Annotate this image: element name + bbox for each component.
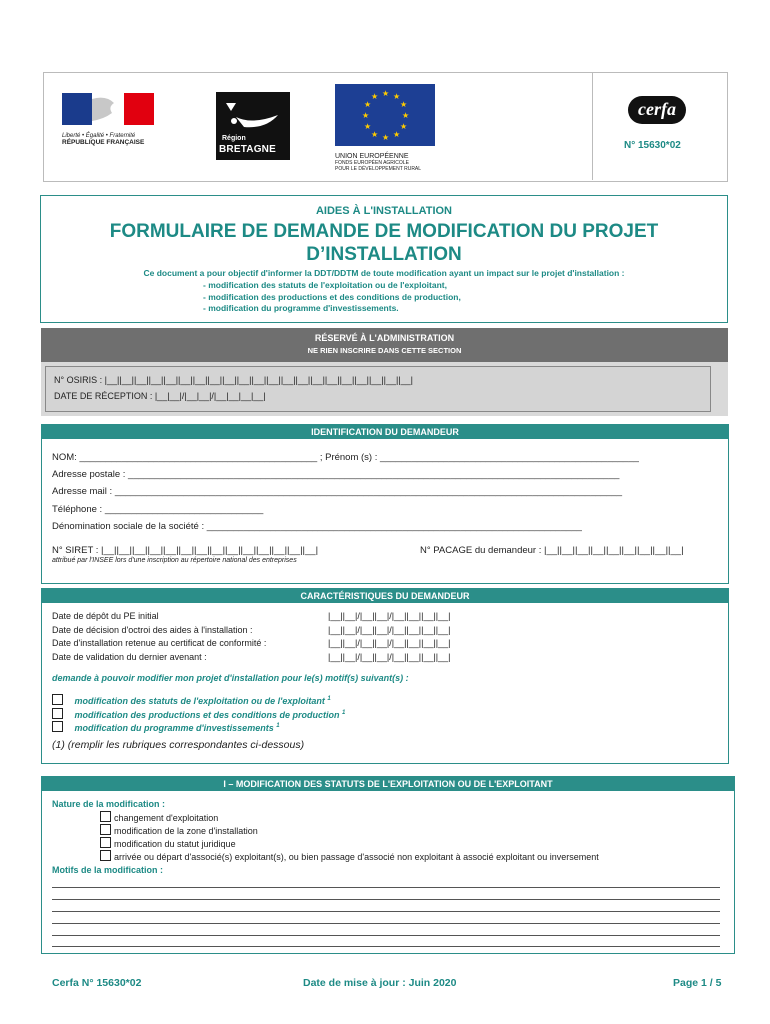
svg-text:★: ★ — [382, 133, 390, 142]
nature-option[interactable] — [100, 811, 599, 824]
adresse-postale-field[interactable]: Adresse postale : _____________________________________________________________________________________________ — [52, 469, 620, 480]
motifs-list — [52, 694, 345, 735]
region-bretagne-logo — [216, 92, 290, 160]
motif-line[interactable] — [52, 935, 720, 936]
date-row — [52, 624, 451, 638]
date-label: Date de décision d'octroi des aides à l'installation : — [52, 624, 253, 635]
motif-label: modification du programme d'investissements — [74, 723, 274, 733]
pacage-field[interactable]: N° PACAGE du demandeur : |__||__||__||__||__||__||__||__||__| — [420, 545, 684, 556]
admin-title: RÉSERVÉ À L'ADMINISTRATION — [314, 333, 455, 343]
checkbox[interactable] — [100, 850, 111, 861]
bretagne-symbol-icon — [222, 97, 284, 135]
nature-option-label: changement d'exploitation — [114, 813, 219, 823]
form-subtitle: AIDES À L'INSTALLATION — [315, 205, 453, 217]
svg-text:★: ★ — [371, 92, 379, 101]
nature-option[interactable] — [100, 837, 599, 850]
cerfa-number: N° 15630*02 — [624, 140, 681, 151]
nature-option[interactable] — [100, 824, 599, 837]
date-label: Date de validation du dernier avenant : — [52, 651, 207, 662]
checkbox[interactable] — [52, 721, 63, 732]
date-row — [52, 637, 451, 651]
motif-label: modification des productions et des conditions de production — [74, 709, 340, 720]
footer-cerfa: Cerfa N° 15630*02 — [52, 977, 142, 989]
motif-option[interactable] — [52, 721, 345, 735]
svg-text:★: ★ — [393, 92, 401, 101]
form-title-line1: FORMULAIRE DE DEMANDE DE MODIFICATION DU PROJET — [109, 221, 659, 242]
republique-name: RÉPUBLIQUE FRANÇAISE — [62, 139, 145, 146]
svg-text:★: ★ — [364, 100, 372, 109]
checkbox[interactable] — [100, 837, 111, 848]
nature-option-label: arrivée ou départ d'associé(s) exploitant(s), ou bien passage d'associé non exploitant à associé exploitant ou inversement — [114, 852, 599, 862]
date-label: Date d'installation retenue au certificat de conformité : — [52, 638, 267, 648]
svg-text:★: ★ — [400, 100, 408, 109]
svg-text:★: ★ — [382, 89, 390, 98]
motif-option[interactable] — [52, 694, 345, 708]
motif-line[interactable] — [52, 887, 720, 888]
cerfa-logo: cerfa — [628, 96, 686, 124]
bretagne-line2: BRETAGNE — [219, 144, 276, 155]
intro-bullet: - modification du programme d'investissements. — [203, 303, 399, 313]
intro-bullet: - modification des statuts de l'exploitation ou de l'exploitant, — [203, 280, 447, 290]
cerfa-divider — [592, 72, 593, 180]
intro-bullet: - modification des productions et des conditions de production, — [203, 291, 461, 302]
caracteristiques-title: CARACTÉRISTIQUES DU DEMANDEUR — [42, 589, 728, 603]
footer-page: Page 1 / 5 — [673, 977, 722, 989]
eu-flag-icon — [335, 84, 435, 146]
bretagne-line1: Région — [222, 135, 246, 142]
eu-line3: POUR LE DÉVELOPPEMENT RURAL — [335, 166, 422, 172]
date-value[interactable]: |__||__|/|__||__|/|__||__||__||__| — [328, 624, 451, 635]
identification-title: IDENTIFICATION DU DEMANDEUR — [42, 425, 728, 439]
eu-line2: FONDS EUROPÉEN AGRICOLE — [335, 160, 409, 166]
motif-line[interactable] — [52, 946, 720, 947]
republique-francaise-logo — [62, 93, 158, 153]
admin-subtitle: NE RIEN INSCRIRE DANS CETTE SECTION — [307, 346, 462, 355]
date-value[interactable]: |__||__|/|__||__|/|__||__||__||__| — [328, 638, 451, 648]
checkbox[interactable] — [100, 811, 111, 822]
checkbox[interactable] — [100, 824, 111, 835]
nature-option-label: modification du statut juridique — [114, 839, 236, 849]
republique-motto: Liberté • Égalité • Fraternité — [62, 133, 136, 139]
union-europeenne-logo — [335, 84, 437, 174]
date-label: Date de dépôt du PE initial — [52, 611, 159, 621]
date-value[interactable]: |__||__|/|__||__|/|__||__||__||__| — [328, 611, 451, 621]
osiris-field[interactable]: N° OSIRIS : |__||__||__||__||__||__||__||__||__||__||__||__||__||__||__||__||__||__||__||__||__| — [54, 375, 414, 385]
marianne-flag-icon — [62, 93, 154, 125]
date-row — [52, 610, 451, 624]
motif-option[interactable] — [52, 708, 345, 722]
motif-line[interactable] — [52, 899, 720, 900]
dates-list — [52, 610, 451, 664]
motif-line[interactable] — [52, 911, 720, 912]
footer-date: Date de mise à jour : Juin 2020 — [303, 977, 457, 989]
admin-inner-box — [45, 366, 711, 412]
motifs-title: demande à pouvoir modifier mon projet d'installation pour le(s) motif(s) suivant(s) : — [52, 673, 409, 683]
form-intro: Ce document a pour objectif d'informer la DDT/DDTM de toute modification ayant un impact sur le projet d'installation : — [143, 268, 625, 278]
date-value[interactable]: |__||__|/|__||__|/|__||__||__||__| — [328, 651, 451, 662]
svg-text:★: ★ — [393, 130, 401, 139]
telephone-field[interactable]: Téléphone : ______________________________ — [52, 504, 264, 515]
date-row — [52, 651, 451, 665]
motif-sup: 1 — [342, 709, 346, 716]
nature-label: Nature de la modification : — [52, 799, 166, 809]
section1-title: I – MODIFICATION DES STATUTS DE L'EXPLOITATION OU DE L'EXPLOITANT — [42, 777, 734, 791]
motif-label: modification des statuts de l'exploitation ou de l'exploitant — [74, 696, 325, 706]
motif-line[interactable] — [52, 923, 720, 924]
eu-line1: UNION EUROPÉENNE — [335, 153, 409, 160]
svg-text:★: ★ — [400, 122, 408, 131]
nom-field[interactable]: NOM: _____________________________________________ ; Prénom (s) : _________________________________________________ — [52, 452, 639, 463]
checkbox[interactable] — [52, 694, 63, 705]
siret-note: attribué par l'INSEE lors d'une inscription au répertoire national des entreprises — [52, 557, 297, 564]
svg-text:★: ★ — [371, 130, 379, 139]
form-title-line2: D’INSTALLATION — [306, 244, 462, 265]
nature-option-label: modification de la zone d'installation — [114, 826, 258, 836]
checkbox[interactable] — [52, 708, 63, 719]
nature-option[interactable] — [100, 850, 599, 863]
siret-field[interactable]: N° SIRET : |__||__||__||__||__||__||__||__||__||__||__||__||__||__| — [52, 545, 319, 556]
motif-sup: 1 — [327, 696, 331, 702]
adresse-mail-field[interactable]: Adresse mail : ________________________________________________________________________________________________ — [52, 486, 623, 497]
date-reception-field[interactable]: DATE DE RÉCEPTION : |__|__|/|__|__|/|__|__|__|__| — [54, 391, 266, 401]
svg-text:★: ★ — [402, 111, 410, 120]
motifs-modification-label: Motifs de la modification : — [52, 865, 164, 875]
svg-text:★: ★ — [364, 122, 372, 131]
nature-options — [100, 811, 599, 863]
motif-sup: 1 — [276, 723, 280, 729]
denomination-field[interactable]: Dénomination sociale de la société : _______________________________________________________________________ — [52, 521, 582, 532]
motifs-note: (1) (remplir les rubriques correspondantes ci-dessous) — [52, 739, 305, 751]
admin-header — [41, 328, 728, 362]
intro-bullets — [203, 280, 461, 315]
svg-text:★: ★ — [362, 111, 370, 120]
